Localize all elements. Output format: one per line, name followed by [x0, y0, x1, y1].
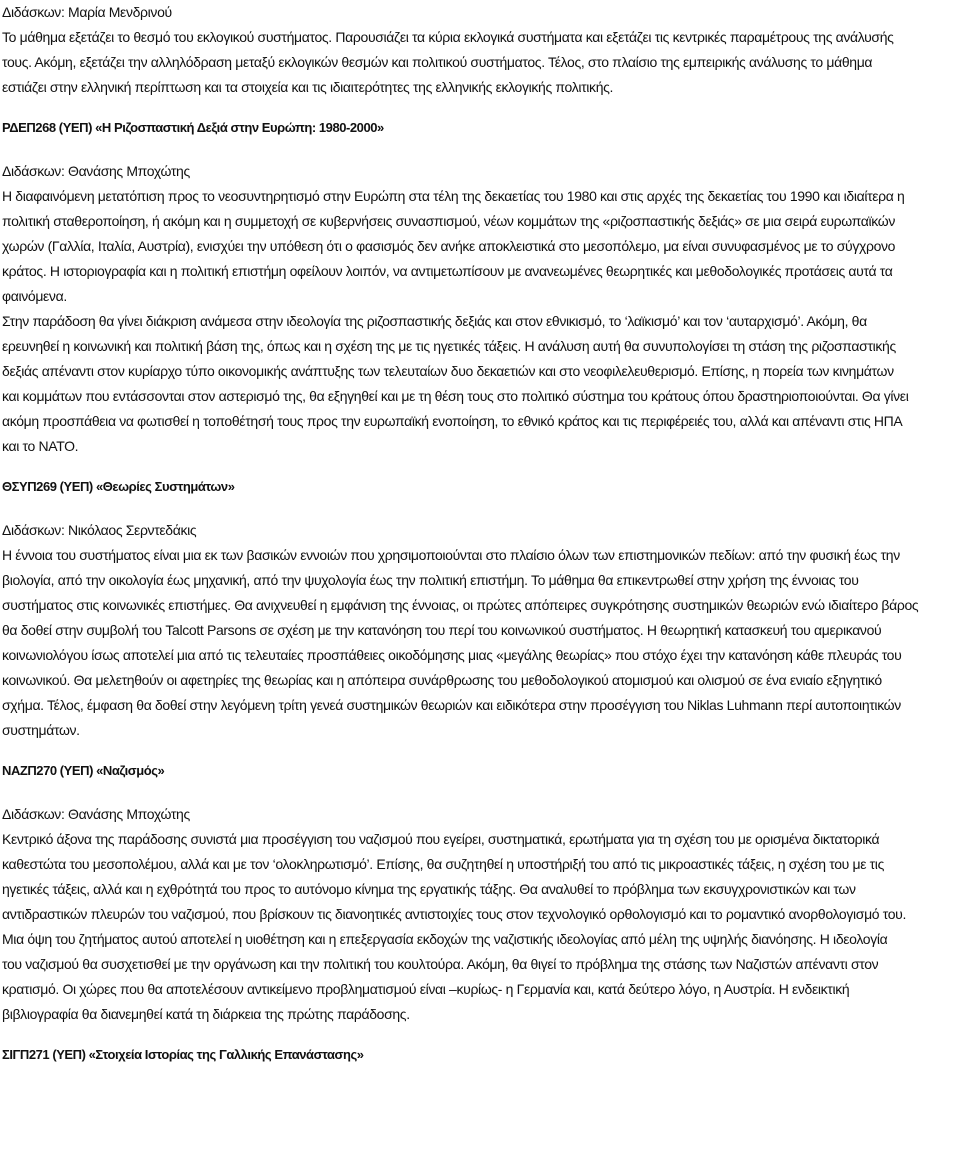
paragraph-line: συστημάτων.	[2, 722, 80, 738]
paragraph-line: ερευνηθεί η κοινωνική και πολιτική βάση της, όπως και η σχέση της με τις ηγετικές τάξεις. Η ανάλυση αυτή θα συνυπολογίσει τη στάση της ριζοσπαστικής	[2, 338, 896, 354]
paragraph-line: Κεντρικό άξονα της παράδοσης συνιστά μια προσέγγιση του ναζισμού που εγείρει, συστηματικά, ερωτήματα για τη σχέση του με ορισμένα δικτατορικά	[2, 831, 880, 847]
course-heading: ΣΙΓΠ271 (ΥΕΠ) «Στοιχεία Ιστορίας της Γαλλικής Επανάστασης»	[2, 1047, 364, 1062]
paragraph-line: εστιάζει στην ελληνική περίπτωση και τα στοιχεία και τις ιδιαιτερότητες της ελληνικής εκλογικής πολιτικής.	[2, 79, 614, 95]
paragraph-line: πολιτική σταθεροποίηση, ή ακόμη και η συμμετοχή σε κυβερνήσεις συνασπισμού, νέων κομμάτων της «ριζοσπαστικής δεξιάς» σε μια σειρά ευρωπαϊκών	[2, 213, 896, 229]
instructor-line: Διδάσκων: Νικόλαος Σερντεδάκις	[2, 522, 197, 538]
paragraph-line: κράτος. Η ιστοριογραφία και η πολιτική επιστήμη οφείλουν λοιπόν, να αντιμετωπίσουν με ανανεωμένες θεωρητικές και μεθοδολογικές προτάσεις αυτά τα	[2, 263, 893, 279]
paragraph-line: ακόμη προσπάθεια να φωτισθεί η τοποθέτησή τους προς την ευρωπαϊκή ενοποίηση, το εθνικό κράτος και τις περιφέρειές του, αλλά και απέναντι στις ΗΠΑ	[2, 413, 903, 429]
paragraph-line: Μια όψη του ζητήματος αυτού αποτελεί η υιοθέτηση και η επεξεργασία εκδοχών της ναζιστικής ιδεολογίας από μέλη της υψηλής διανόησης. Η ιδεολογία	[2, 931, 888, 947]
paragraph-line: αντιδραστικών πλευρών του ναζισμού, που βρίσκουν τις διανοητικές αντιστοιχίες τους στον τεχνολογικό ορθολογισμό και το ρομαντικό ανορθολογισμό του.	[2, 906, 907, 922]
course-heading: ΘΣΥΠ269 (ΥΕΠ) «Θεωρίες Συστημάτων»	[2, 479, 235, 494]
paragraph-line: και το ΝΑΤΟ.	[2, 438, 79, 454]
paragraph-line: κρατισμό. Οι χώρες που θα αποτελέσουν αντικείμενο προβληματισμού είναι –κυρίως- η Γερμανία και, κατά δεύτερο λόγο, η Αυστρία. Η ενδεικτική	[2, 981, 850, 997]
paragraph-line: κοινωνικού. Θα μελετηθούν οι αφετηρίες της θεωρίας και η απόπειρα συνάρθρωσης του μεθοδολογικού ατομισμού και ολισμού σε ένα ενιαίο εξηγητικό	[2, 672, 882, 688]
paragraph-line: Η έννοια του συστήματος είναι μια εκ των βασικών εννοιών που χρησιμοποιούνται στο πλαίσιο όλων των επιστημονικών πεδίων: από την φυσική έως την	[2, 547, 900, 563]
paragraph-line: κοινωνιολόγου ίσως αποτελεί μια από τις τελευταίες προσπάθειες οικοδόμησης μιας «μεγάλης θεωρίας» που στόχο έχει την κατανόηση κάθε πλευράς του	[2, 647, 902, 663]
paragraph-line: φαινόμενα.	[2, 288, 67, 304]
paragraph-line: Το μάθημα εξετάζει το θεσμό του εκλογικού συστήματος. Παρουσιάζει τα κύρια εκλογικά συστήματα και εξετάζει τις κεντρικές παραμέτρους της ανάλυσής	[2, 29, 894, 45]
paragraph-line: ηγετικές τάξεις, αλλά και η εχθρότητά του προς το αυτόνομο κίνημα της εργατικής τάξης. Θα αναλυθεί το πρόβλημα των εκσυγχρονιστικών και των	[2, 881, 856, 897]
paragraph-line: και κομμάτων που εντάσσονται στον αστερισμό της, θα εξηγηθεί και με τη θέση τους στο πολιτικό σύστημα του κράτους όπου δραστηριοποιούνται. Θα γίνει	[2, 388, 909, 404]
paragraph-line: Στην παράδοση θα γίνει διάκριση ανάμεσα στην ιδεολογία της ριζοσπαστικής δεξιάς και στον εθνικισμό, το ‘λαϊκισμό’ και τον ‘αυταρχισμό’. Ακόμη, θα	[2, 313, 867, 329]
paragraph-line: βιολογία, από την οικολογία έως μηχανική, από την ψυχολογία έως την πολιτική επιστήμη. Το μάθημα θα επικεντρωθεί στην χρήση της έννοιας του	[2, 572, 859, 588]
paragraph-line: θα δοθεί στην συμβολή του Talcott Parsons σε σχέση με την κατανόηση του περί του κοινωνικού συστήματος. Η θεωρητική κατασκευή του αμερικανού	[2, 622, 882, 638]
paragraph-line: σχήμα. Τέλος, έμφαση θα δοθεί στην λεγόμενη τρίτη γενεά συστημικών θεωριών και ειδικότερα στην προσέγγιση του Niklas Luhmann περί αυτοποιητικών	[2, 697, 901, 713]
paragraph-line: του ναζισμού θα συσχετισθεί με την οργάνωση και την πολιτική του κουλτούρα. Ακόμη, θα θιγεί το πρόβλημα της στάσης των Ναζιστών απέναντι στον	[2, 956, 879, 972]
paragraph-line: συστήματος στις κοινωνικές επιστήμες. Θα ανιχνευθεί η εμφάνιση της έννοιας, οι πρώτες απόπειρες συγκρότησης συστημικών θεωριών ενώ ιδιαίτερο βάρος	[2, 597, 919, 613]
course-heading: ΝΑΖΠ270 (ΥΕΠ) «Ναζισμός»	[2, 763, 165, 778]
instructor-line: Διδάσκων: Θανάσης Μποχώτης	[2, 806, 190, 822]
paragraph-line: Η διαφαινόμενη μετατόπιση προς το νεοσυντηρητισμό στην Ευρώπη στα τέλη της δεκαετίας του 1980 και στις αρχές της δεκαετίας του 1990 και ιδιαίτερα η	[2, 188, 905, 204]
instructor-line: Διδάσκων: Μαρία Μενδρινού	[2, 4, 172, 20]
paragraph-line: δεξιάς απέναντι στον κυρίαρχο τύπο οικονομικής ανάπτυξης των τελευταίων δυο δεκαετιών και στο νεοφιλελευθερισμό. Επίσης, η πορεία των κινημάτων	[2, 363, 894, 379]
course-heading: ΡΔΕΠ268 (ΥΕΠ) «Η Ριζοσπαστική Δεξιά στην Ευρώπη: 1980-2000»	[2, 120, 384, 135]
paragraph-line: καθεστώτα του μεσοπολέμου, αλλά και με τον ‘ολοκληρωτισμό’. Επίσης, θα συζητηθεί η υποστήριξή του από τις μικροαστικές τάξεις, η σχέση του με τις	[2, 856, 884, 872]
paragraph-line: βιβλιογραφία θα διανεμηθεί κατά τη διάρκεια της πρώτης παράδοσης.	[2, 1006, 410, 1022]
instructor-line: Διδάσκων: Θανάσης Μποχώτης	[2, 163, 190, 179]
paragraph-line: τους. Ακόμη, εξετάζει την αλληλόδραση μεταξύ εκλογικών θεσμών και πολιτικού συστήματος. Τέλος, στο πλαίσιο της εμπειρικής ανάλυσης το μάθημα	[2, 54, 873, 70]
paragraph-line: χωρών (Γαλλία, Ιταλία, Αυστρία), ενισχύει την υπόθεση ότι ο φασισμός δεν ανήκε αποκλειστικά στο μεσοπόλεμο, μα είναι συνυφασμένος με το σύγχρονο	[2, 238, 896, 254]
